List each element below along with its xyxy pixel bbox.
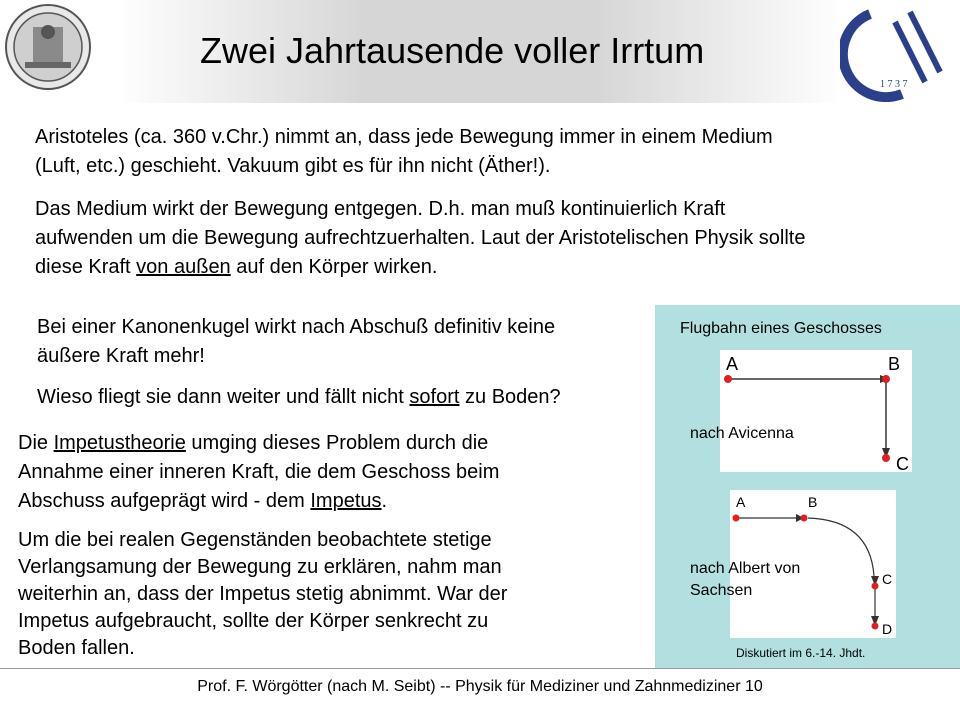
page-title: Zwei Jahrtausende voller Irrtum <box>200 30 705 71</box>
albert-caption-line1: nach Albert von <box>690 560 801 577</box>
slowdown-line4: Impetus aufgebraucht, sollte der Körper senkrecht zu <box>18 610 489 632</box>
intro-text: diese Kraft <box>35 256 137 278</box>
avicenna-diagram <box>720 350 912 472</box>
albert-caption-line2: Sachsen <box>690 582 753 599</box>
underlined-term: von außen <box>136 256 231 278</box>
impetus-text: umging dieses Problem durch die <box>185 432 489 454</box>
label-c: C <box>882 571 893 587</box>
impetus-line1 <box>18 429 499 458</box>
intro-text: auf den Körper wirken. <box>230 256 438 278</box>
intro-p1-line2: (Luft, etc.) geschieht. Vakuum gibt es für ihn nicht (Äther!). <box>35 155 551 177</box>
svg-text:1 7 3 7: 1 7 3 7 <box>880 79 908 90</box>
impetus-text: Die <box>18 432 54 454</box>
impetus-text: . <box>381 490 388 512</box>
slowdown-line5: Boden fallen. <box>18 637 135 659</box>
point-a <box>733 515 740 522</box>
panel-title: Flugbahn eines Geschosses <box>680 320 882 337</box>
label-a: A <box>726 354 739 374</box>
ga-logo <box>840 2 952 102</box>
point-a <box>724 375 732 383</box>
point-c <box>882 454 890 462</box>
intro-paragraph-2 <box>35 195 805 282</box>
point-b <box>801 515 808 522</box>
impetus-line2: Annahme einer inneren Kraft, die dem Geschoss beim <box>18 461 500 483</box>
albert-caption <box>690 558 800 602</box>
cannon-line1: Bei einer Kanonenkugel wirkt nach Abschuß definitiv keine <box>37 316 556 338</box>
avicenna-caption: nach Avicenna <box>690 425 794 442</box>
label-a: A <box>736 494 746 510</box>
impetus-line3 <box>18 487 499 516</box>
underlined-term: Impetustheorie <box>53 432 186 454</box>
university-seal-logo <box>3 2 93 92</box>
point-d <box>872 623 879 630</box>
cannon-paragraph <box>37 313 555 371</box>
intro-p2-line2: aufwenden um die Bewegung aufrechtzuerhalten. Laut der Aristotelischen Physik sollte <box>35 227 806 249</box>
question-line <box>37 383 561 412</box>
slowdown-paragraph <box>18 527 507 662</box>
point-c <box>872 583 879 590</box>
impetus-paragraph <box>18 429 499 516</box>
label-c: C <box>896 454 909 472</box>
underlined-term: Impetus <box>310 490 382 512</box>
intro-p2-line1: Das Medium wirkt der Bewegung entgegen. D.h. man muß kontinuierlich Kraft <box>35 198 726 220</box>
question-text: zu Boden? <box>459 386 561 408</box>
point-b <box>882 375 890 383</box>
impetus-text: Abschuss aufgeprägt wird - dem <box>18 490 311 512</box>
slowdown-line2: Verlangsamung der Bewegung zu erklären, nahm man <box>18 556 502 578</box>
intro-p2-line3 <box>35 253 805 282</box>
label-d: D <box>882 621 893 637</box>
discussion-note: Diskutiert im 6.-14. Jhdt. <box>736 646 866 660</box>
footer-divider <box>0 668 960 669</box>
slowdown-line3: weiterhin an, dass der Impetus stetig abnimmt. War der <box>18 583 508 605</box>
footer-text: Prof. F. Wörgötter (nach M. Seibt) -- Physik für Mediziner und Zahnmediziner 10 <box>197 678 763 695</box>
intro-paragraph-1 <box>35 123 773 181</box>
underlined-term: sofort <box>409 386 460 408</box>
question-text: Wieso fliegt sie dann weiter und fällt nicht <box>37 386 410 408</box>
intro-p1-line1: Aristoteles (ca. 360 v.Chr.) nimmt an, dass jede Bewegung immer in einem Medium <box>35 126 773 148</box>
diagram-background <box>720 350 912 472</box>
label-b: B <box>888 354 901 374</box>
cannon-line2: äußere Kraft mehr! <box>37 345 205 367</box>
slowdown-line1: Um die bei realen Gegenständen beobachtete stetige <box>18 529 492 551</box>
label-b: B <box>808 494 818 510</box>
